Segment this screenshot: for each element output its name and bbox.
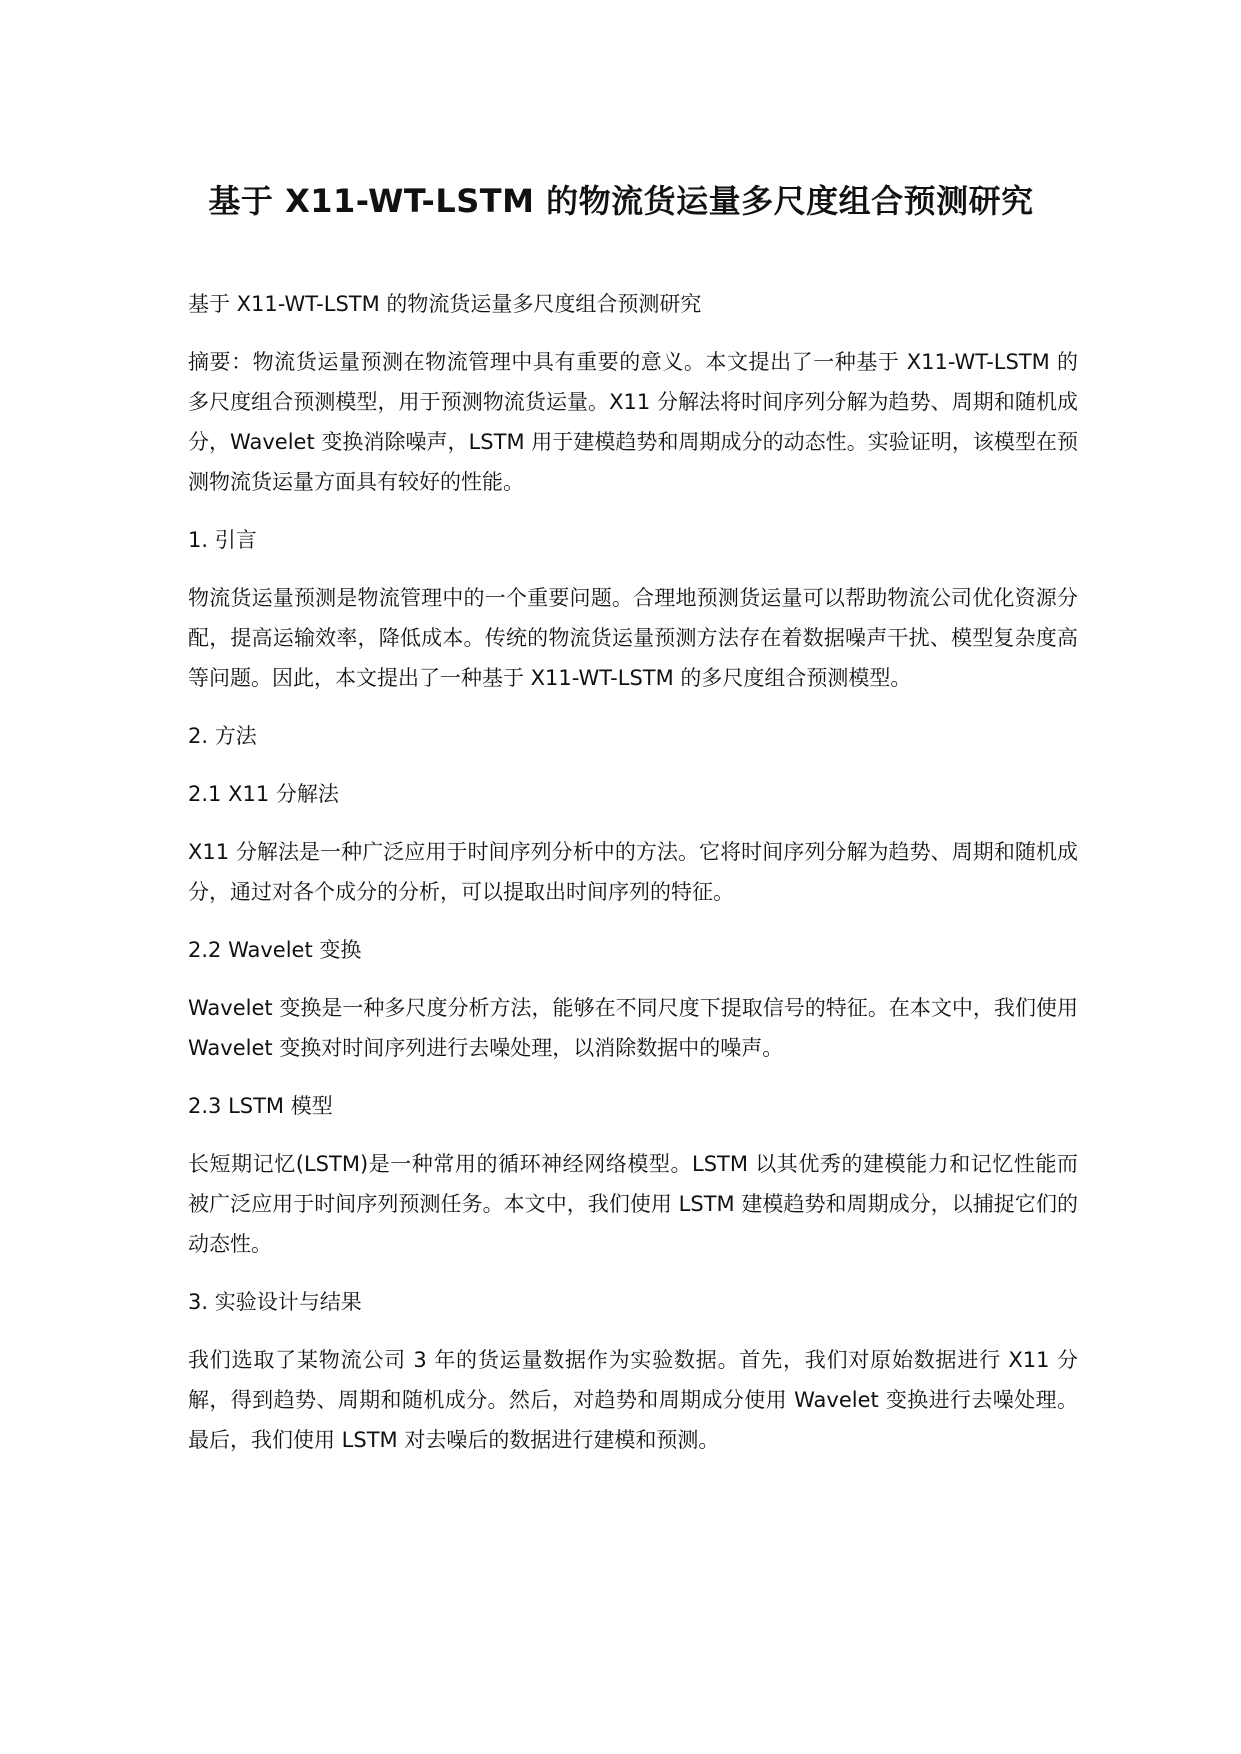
section-heading-introduction: 1. 引言: [188, 528, 257, 552]
lstm-paragraph: 长短期记忆(LSTM)是一种常用的循环神经网络模型。LSTM 以其优秀的建模能力和记忆性能而被广泛应用于时间序列预测任务。本文中，我们使用 LSTM 建模趋势和周期成分，以捕捉它们的动态性。: [188, 1152, 1078, 1256]
document-title: 基于 X11-WT-LSTM 的物流货运量多尺度组合预测研究: [208, 182, 1034, 220]
x11-paragraph: X11 分解法是一种广泛应用于时间序列分析中的方法。它将时间序列分解为趋势、周期和随机成分，通过对各个成分的分析，可以提取出时间序列的特征。: [188, 840, 1078, 904]
wavelet-paragraph: Wavelet 变换是一种多尺度分析方法，能够在不同尺度下提取信号的特征。在本文中，我们使用 Wavelet 变换对时间序列进行去噪处理，以消除数据中的噪声。: [188, 996, 1078, 1060]
section-heading-method: 2. 方法: [188, 724, 257, 748]
abstract-paragraph: 摘要：物流货运量预测在物流管理中具有重要的意义。本文提出了一种基于 X11-WT-LSTM 的多尺度组合预测模型，用于预测物流货运量。X11 分解法将时间序列分解为趋势、周期和随机成分，Wavelet 变换消除噪声，LSTM 用于建模趋势和周期成分的动态性。实验证明，该模型在预测物流货运量方面具有较好的性能。: [188, 350, 1078, 494]
section-heading-experiment: 3. 实验设计与结果: [188, 1290, 362, 1314]
introduction-paragraph: 物流货运量预测是物流管理中的一个重要问题。合理地预测货运量可以帮助物流公司优化资源分配，提高运输效率，降低成本。传统的物流货运量预测方法存在着数据噪声干扰、模型复杂度高等问题。因此，本文提出了一种基于 X11-WT-LSTM 的多尺度组合预测模型。: [188, 586, 1078, 690]
experiment-paragraph: 我们选取了某物流公司 3 年的货运量数据作为实验数据。首先，我们对原始数据进行 X11 分解，得到趋势、周期和随机成分。然后，对趋势和周期成分使用 Wavelet 变换进行去噪处理。最后，我们使用 LSTM 对去噪后的数据进行建模和预测。: [188, 1348, 1078, 1452]
subsection-heading-lstm: 2.3 LSTM 模型: [188, 1094, 333, 1118]
subsection-heading-wavelet: 2.2 Wavelet 变换: [188, 938, 362, 962]
document-subtitle: 基于 X11-WT-LSTM 的物流货运量多尺度组合预测研究: [188, 292, 702, 316]
subsection-heading-x11: 2.1 X11 分解法: [188, 782, 339, 806]
document-body: [188, 178, 1078, 1478]
